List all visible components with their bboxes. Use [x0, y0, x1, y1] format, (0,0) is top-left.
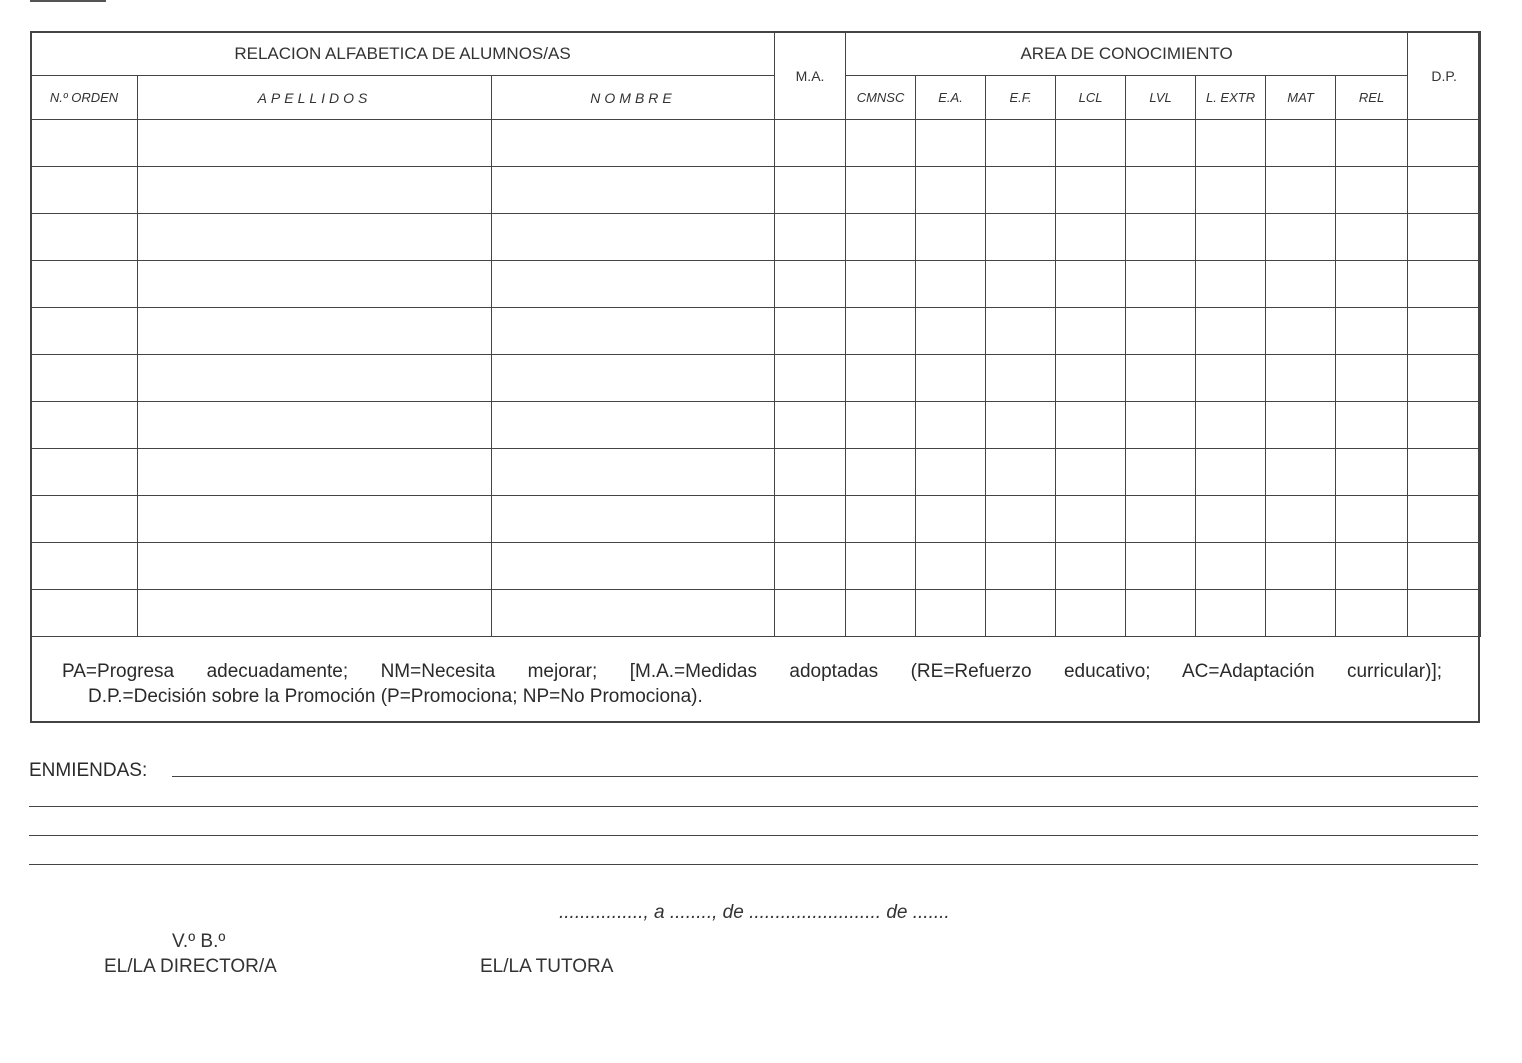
- table-cell[interactable]: [1266, 449, 1336, 496]
- legend-line-2: D.P.=Decisión sobre la Promoción (P=Promociona; NP=No Promociona).: [88, 686, 703, 707]
- table-cell[interactable]: [846, 308, 916, 355]
- place-date-line[interactable]: ................, a ........, de ......................... de .......: [559, 902, 950, 923]
- legend: [62, 659, 1442, 709]
- table-cell[interactable]: [916, 214, 986, 261]
- table-cell[interactable]: [138, 590, 492, 637]
- table-row: [31, 590, 1481, 637]
- table-cell[interactable]: [775, 449, 846, 496]
- table-cell[interactable]: [1196, 308, 1266, 355]
- col-numero-orden: N.º ORDEN: [31, 76, 138, 120]
- table-cell[interactable]: [775, 120, 846, 167]
- table-cell[interactable]: [1056, 496, 1126, 543]
- table-cell[interactable]: [916, 308, 986, 355]
- table-cell[interactable]: [1056, 214, 1126, 261]
- table-cell[interactable]: [1126, 261, 1196, 308]
- col-apellidos: APELLIDOS: [138, 76, 492, 120]
- table-cell[interactable]: [1408, 214, 1481, 261]
- table-cell[interactable]: [775, 261, 846, 308]
- table-cell[interactable]: [31, 355, 138, 402]
- table-cell[interactable]: [492, 590, 775, 637]
- table-cell[interactable]: [492, 214, 775, 261]
- table-cell[interactable]: [1336, 402, 1408, 449]
- table-cell[interactable]: [138, 543, 492, 590]
- table-cell[interactable]: [1336, 496, 1408, 543]
- table-cell[interactable]: [916, 496, 986, 543]
- table-cell[interactable]: [31, 214, 138, 261]
- col-subject-lextr: L. EXTR: [1196, 76, 1266, 120]
- table-cell[interactable]: [986, 543, 1056, 590]
- table-cell[interactable]: [1196, 120, 1266, 167]
- table-cell[interactable]: [31, 167, 138, 214]
- table-cell[interactable]: [846, 261, 916, 308]
- col-subject-mat: MAT: [1266, 76, 1336, 120]
- table-cell[interactable]: [1266, 402, 1336, 449]
- table-cell[interactable]: [1408, 543, 1481, 590]
- table-cell[interactable]: [1408, 167, 1481, 214]
- tutor-signature-label: EL/LA TUTORA: [480, 956, 614, 977]
- table-row: [31, 355, 1481, 402]
- table-cell[interactable]: [31, 496, 138, 543]
- table-cell[interactable]: [846, 496, 916, 543]
- table-cell[interactable]: [775, 308, 846, 355]
- enmiendas-line[interactable]: [29, 835, 1478, 836]
- table-cell[interactable]: [492, 355, 775, 402]
- table-cell[interactable]: [846, 214, 916, 261]
- table-row: [31, 496, 1481, 543]
- table-cell[interactable]: [492, 261, 775, 308]
- table-row: [31, 449, 1481, 496]
- table-cell[interactable]: [1056, 308, 1126, 355]
- header-decision-promocion: D.P.: [1408, 32, 1481, 120]
- col-subject-lvl: LVL: [1126, 76, 1196, 120]
- table-cell[interactable]: [1056, 402, 1126, 449]
- table-row: [31, 167, 1481, 214]
- table-cell[interactable]: [492, 167, 775, 214]
- table-cell[interactable]: [138, 308, 492, 355]
- table-cell[interactable]: [916, 261, 986, 308]
- table-cell[interactable]: [846, 355, 916, 402]
- table-cell[interactable]: [775, 496, 846, 543]
- table-row: [31, 543, 1481, 590]
- table-cell[interactable]: [1408, 590, 1481, 637]
- table-cell[interactable]: [1056, 449, 1126, 496]
- table-cell[interactable]: [986, 120, 1056, 167]
- table-cell[interactable]: [775, 355, 846, 402]
- table-cell[interactable]: [1266, 214, 1336, 261]
- table-cell[interactable]: [1126, 543, 1196, 590]
- table-cell[interactable]: [1056, 261, 1126, 308]
- enmiendas-label: ENMIENDAS:: [29, 760, 148, 781]
- table-cell[interactable]: [916, 590, 986, 637]
- table-cell[interactable]: [916, 355, 986, 402]
- table-cell[interactable]: [1266, 261, 1336, 308]
- table-cell[interactable]: [1266, 120, 1336, 167]
- table-cell[interactable]: [1408, 402, 1481, 449]
- table-cell[interactable]: [1126, 120, 1196, 167]
- table-cell[interactable]: [138, 355, 492, 402]
- table-cell[interactable]: [1266, 308, 1336, 355]
- table-cell[interactable]: [31, 261, 138, 308]
- table-row: [31, 402, 1481, 449]
- table-cell[interactable]: [1408, 496, 1481, 543]
- table-cell[interactable]: [138, 496, 492, 543]
- table-cell[interactable]: [1266, 167, 1336, 214]
- table-cell[interactable]: [1196, 167, 1266, 214]
- table-cell[interactable]: [1056, 167, 1126, 214]
- table-cell[interactable]: [492, 402, 775, 449]
- table-cell[interactable]: [1056, 590, 1126, 637]
- table-cell[interactable]: [1266, 355, 1336, 402]
- table-cell[interactable]: [492, 496, 775, 543]
- table-cell[interactable]: [1126, 214, 1196, 261]
- table-cell[interactable]: [1408, 120, 1481, 167]
- table-cell[interactable]: [986, 261, 1056, 308]
- table-cell[interactable]: [1196, 496, 1266, 543]
- table-cell[interactable]: [775, 402, 846, 449]
- table-cell[interactable]: [775, 543, 846, 590]
- table-cell[interactable]: [775, 590, 846, 637]
- table-cell[interactable]: [986, 308, 1056, 355]
- table-cell[interactable]: [1336, 308, 1408, 355]
- table-cell[interactable]: [916, 402, 986, 449]
- table-cell[interactable]: [986, 402, 1056, 449]
- table-cell[interactable]: [138, 120, 492, 167]
- table-cell[interactable]: [1408, 261, 1481, 308]
- table-cell[interactable]: [1196, 590, 1266, 637]
- col-subject-cmnsc: CMNSC: [846, 76, 916, 120]
- table-cell[interactable]: [1408, 449, 1481, 496]
- table-cell[interactable]: [846, 543, 916, 590]
- col-nombre: NOMBRE: [492, 76, 775, 120]
- table-cell[interactable]: [1266, 543, 1336, 590]
- table-cell[interactable]: [138, 214, 492, 261]
- table-cell[interactable]: [986, 496, 1056, 543]
- table-cell[interactable]: [31, 120, 138, 167]
- table-row: [31, 308, 1481, 355]
- table-cell[interactable]: [31, 402, 138, 449]
- table-cell[interactable]: [775, 214, 846, 261]
- table-cell[interactable]: [1336, 167, 1408, 214]
- col-subject-lcl: LCL: [1056, 76, 1126, 120]
- table-cell[interactable]: [492, 543, 775, 590]
- table-cell[interactable]: [138, 167, 492, 214]
- table-cell[interactable]: [846, 590, 916, 637]
- table-cell[interactable]: [1126, 355, 1196, 402]
- table-cell[interactable]: [1408, 308, 1481, 355]
- table-cell[interactable]: [1056, 355, 1126, 402]
- table-cell[interactable]: [492, 449, 775, 496]
- enmiendas-line[interactable]: [172, 776, 1478, 777]
- table-cell[interactable]: [1196, 402, 1266, 449]
- table-cell[interactable]: [1336, 543, 1408, 590]
- header-medidas-adoptadas: M.A.: [775, 32, 846, 120]
- table-cell[interactable]: [1336, 449, 1408, 496]
- table-cell[interactable]: [846, 402, 916, 449]
- table-row: [31, 120, 1481, 167]
- table-cell[interactable]: [1336, 214, 1408, 261]
- top-edge-mark: [30, 0, 106, 2]
- enmiendas-line[interactable]: [29, 806, 1478, 807]
- table-cell[interactable]: [1126, 308, 1196, 355]
- table-cell[interactable]: [1336, 120, 1408, 167]
- table-cell[interactable]: [986, 167, 1056, 214]
- student-grade-table: [30, 31, 1481, 637]
- header-area-conocimiento: AREA DE CONOCIMIENTO: [846, 32, 1408, 76]
- table-cell[interactable]: [1126, 402, 1196, 449]
- table-cell[interactable]: [138, 449, 492, 496]
- director-signature-label: EL/LA DIRECTOR/A: [104, 956, 277, 977]
- table-cell[interactable]: [31, 590, 138, 637]
- table-cell[interactable]: [1336, 355, 1408, 402]
- table-cell[interactable]: [31, 308, 138, 355]
- table-cell[interactable]: [846, 449, 916, 496]
- col-subject-ea: E.A.: [916, 76, 986, 120]
- table-cell[interactable]: [1266, 590, 1336, 637]
- table-cell[interactable]: [1336, 590, 1408, 637]
- table-cell[interactable]: [1408, 355, 1481, 402]
- table-cell[interactable]: [916, 167, 986, 214]
- table-cell[interactable]: [1196, 449, 1266, 496]
- table-cell[interactable]: [1266, 496, 1336, 543]
- table-row: [31, 214, 1481, 261]
- table-cell[interactable]: [492, 120, 775, 167]
- table-cell[interactable]: [986, 590, 1056, 637]
- table-cell[interactable]: [1196, 261, 1266, 308]
- table-cell[interactable]: [986, 355, 1056, 402]
- visto-bueno-label: V.º B.º: [172, 931, 226, 952]
- table-cell[interactable]: [916, 543, 986, 590]
- table-cell[interactable]: [31, 543, 138, 590]
- table-cell[interactable]: [1126, 496, 1196, 543]
- table-cell[interactable]: [986, 214, 1056, 261]
- table-cell[interactable]: [1056, 543, 1126, 590]
- table-cell[interactable]: [1336, 261, 1408, 308]
- table-cell[interactable]: [138, 261, 492, 308]
- header-relacion-alfabetica: RELACION ALFABETICA DE ALUMNOS/AS: [31, 32, 775, 76]
- table-cell[interactable]: [916, 449, 986, 496]
- table-cell[interactable]: [846, 120, 916, 167]
- legend-line-1: PA=Progresa adecuadamente; NM=Necesita mejorar; [M.A.=Medidas adoptadas (RE=Refuerzo educativo; AC=Adaptación curricular)];: [62, 661, 1442, 682]
- table-cell[interactable]: [775, 167, 846, 214]
- student-rows: [31, 120, 1481, 637]
- table-cell[interactable]: [1126, 449, 1196, 496]
- table-cell[interactable]: [1196, 543, 1266, 590]
- table-row: [31, 261, 1481, 308]
- table-cell[interactable]: [138, 402, 492, 449]
- table-cell[interactable]: [492, 308, 775, 355]
- table-cell[interactable]: [1056, 120, 1126, 167]
- col-subject-ef: E.F.: [986, 76, 1056, 120]
- enmiendas-line[interactable]: [29, 864, 1478, 865]
- table-cell[interactable]: [1196, 355, 1266, 402]
- table-cell[interactable]: [986, 449, 1056, 496]
- table-cell[interactable]: [1126, 167, 1196, 214]
- table-cell[interactable]: [1196, 214, 1266, 261]
- table-cell[interactable]: [1126, 590, 1196, 637]
- col-subject-rel: REL: [1336, 76, 1408, 120]
- table-cell[interactable]: [31, 449, 138, 496]
- table-cell[interactable]: [846, 167, 916, 214]
- table-cell[interactable]: [916, 120, 986, 167]
